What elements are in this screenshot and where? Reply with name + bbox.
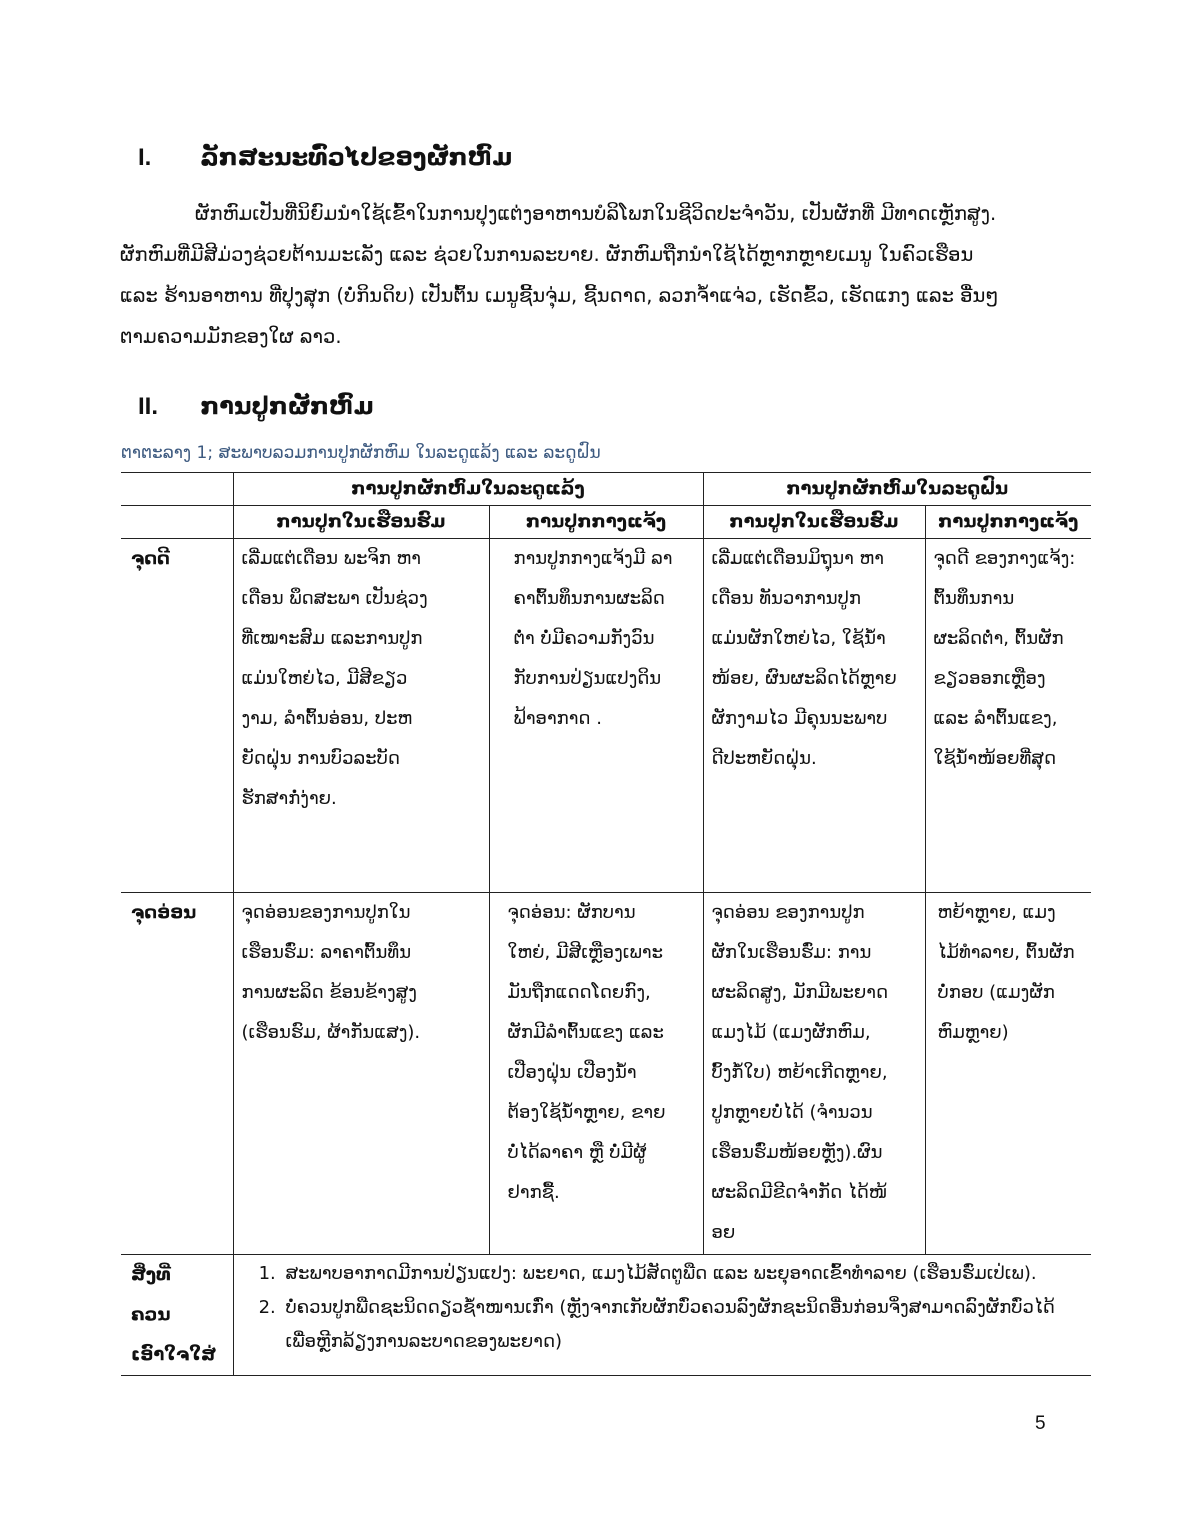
table-caption: ຕາຕະລາງ 1; ສະພາບລວມການປູກຜັກຫົມ ໃນລະດູແລ້ງ ແລະ ລະດູຝົນ xyxy=(121,443,601,463)
cell-text-line: ບໍ່ໄດ້ລາຄາ ຫຼື ບໍ່ມີຜູ້ xyxy=(507,1142,647,1163)
table-cell xyxy=(489,893,703,1255)
cell-text-line: ອຍ xyxy=(711,1222,736,1243)
season-header-dry: ການປູກຜັກຫົມໃນລະດູແລ້ງ xyxy=(233,473,703,506)
section-number: II. xyxy=(138,393,159,420)
cell-text-line: ເອົາໃຈໃສ່ xyxy=(131,1344,216,1365)
table-cell xyxy=(233,539,489,893)
cell-text-line: ບໍ່ກອບ (ແມງຜັກ xyxy=(937,982,1055,1003)
cell-text-line: ຫຍ້າຫຼາຍ, ແມງ xyxy=(937,902,1056,923)
cell-text-line: ເລີ່ມແຕ່ເດືອນມິຖຸນາ ຫາ xyxy=(711,548,884,569)
cell-text-line: ຈຸດອ່ອນຂອງການປູກໃນ xyxy=(241,902,411,923)
table-cell xyxy=(703,539,925,893)
cell-text-line: ບົ້ງກໍ້ໃບ) ຫຍ້າເກີດຫຼາຍ, xyxy=(711,1062,888,1083)
paragraph-line: ແລະ ຮ້ານອາຫານ ທີ່ປຸງສຸກ (ບໍ່ກິນດິບ) ເປັນຕົ້ນ ເມນູຊີ້ນຈຸ່ມ, ຊີ້ນດາດ, ລວກຈ້ຳແຈ່ວ, ເຮັດຂົ້ວ, ເຮັດແກງ ແລະ ອື່ນໆ xyxy=(120,284,999,307)
section-heading-1 xyxy=(138,143,512,172)
comparison-table xyxy=(121,472,1091,1376)
cell-text-line: ຫົມຫຼາຍ) xyxy=(937,1022,1009,1043)
cell-text-line: ຄາຕົ້ນທຶນການຜະລິດ xyxy=(513,588,665,609)
cell-text-line: ແມ່ນໃຫຍ່ໄວ, ມີສີຂຽວ xyxy=(241,668,408,689)
attention-item: 1. ສະພາບອາກາດມີການປ່ຽນແປງ: ພະຍາດ, ແມງໄມ້ສັດຕູພືດ ແລະ ພະຍຸອາດເຂົ້າທຳລາຍ (ເຮືອນຮົ່ມເປ່ເພ). xyxy=(282,1257,1084,1291)
section-heading-2 xyxy=(138,392,374,421)
cell-text-line: ຟ້າອາກາດ . xyxy=(513,708,602,729)
table-row-attention xyxy=(121,1255,1091,1376)
cell-text-line: ໄມ້ທຳລາຍ, ຕົ້ນຜັກ xyxy=(937,942,1075,963)
table-cell xyxy=(925,893,1091,1255)
cell-text-line: ເປືອງຝຸ່ນ ເປືອງນ້ຳ xyxy=(507,1062,637,1083)
cell-text-line: ເດືອນ ທັນວາການປູກ xyxy=(711,588,861,609)
cell-text-line: ຈຸດດີ ຂອງກາງແຈ້ງ: xyxy=(933,548,1076,569)
paragraph-line: ຜັກຫົມເປັນທີ່ນິຍົມນຳໃຊ້ເຂົ້າໃນການປຸງແຕ່ງອາຫານບໍລິໂພກໃນຊີວິດປະຈຳວັນ, ເປັນຜັກທີ່ ມີທາດເຫຼັກສູງ. xyxy=(195,202,997,225)
empty-corner xyxy=(121,473,233,506)
season-header-wet: ການປູກຜັກຫົມໃນລະດູຝົນ xyxy=(703,473,1091,506)
cell-text-line: ຕ່ຳ ບໍ່ມີຄວາມກັງວົນ xyxy=(513,628,655,649)
table-cell xyxy=(233,893,489,1255)
method-header-row xyxy=(121,506,1091,539)
cell-text-line: ແມ່ນຜັກໃຫຍ່ໄວ, ໃຊ້ນ້ຳ xyxy=(711,628,886,649)
cell-text-line: ແມງໄມ້ (ແມງຜັກຫົມ, xyxy=(711,1022,871,1043)
cell-text-line: ເຮືອນຮົ່ມໜ້ອຍຫຼັງ).ຜົນ xyxy=(711,1142,883,1163)
method-header: ການປູກໃນເຮືອນຮົມ xyxy=(233,506,489,539)
method-header: ການປູກໃນເຮືອນຮົມ xyxy=(703,506,925,539)
cell-text-line: ຜະລິດຕ່ຳ, ຕົ້ນຜັກ xyxy=(933,628,1064,649)
table-cell xyxy=(489,539,703,893)
attention-item: 2. ບໍ່ຄວນປູກພືດຊະນິດດຽວຊ້ຳໜານເກົ່າ (ຫຼັງຈາກເກັບຜັກບົ່ວຄວນລົງຜັກຊະນິດອື່ນກ່ອນຈິ່ງສາມາດລົງຜັກບົ່ວໄດ້ ເພື່ອຫຼີກລ້ຽງການລະບາດຂອງພະຍາດ) xyxy=(282,1291,1084,1359)
cell-text-line: ການຜະລິດ ຂ້ອນຂ້າງສູງ xyxy=(241,982,417,1003)
paragraph-line: ຕາມຄວາມມັກຂອງໃຜ ລາວ. xyxy=(120,325,342,348)
method-header: ການປູກກາງແຈ້ງ xyxy=(925,506,1091,539)
row-label-attention xyxy=(121,1255,233,1376)
cell-text-line: ມັນຖືກແດດໂດຍກົງ, xyxy=(507,982,651,1003)
cell-text-line: ຜັກມີລຳຕົ້ນແຂງ ແລະ xyxy=(507,1022,664,1043)
attention-list-cell xyxy=(233,1255,1091,1376)
row-label-disadvantages: ຈຸດອ່ອນ xyxy=(121,893,233,1255)
cell-text-line: ໜ້ອຍ, ຜົນຜະລິດໄດ້ຫຼາຍ xyxy=(711,668,897,689)
cell-text-line: ຮັກສາກໍ່ງ່າຍ. xyxy=(241,788,337,809)
table-row-disadvantages xyxy=(121,893,1091,1255)
empty-corner xyxy=(121,506,233,539)
cell-text-line: ງາມ, ລຳຕົ້ນອ່ອນ, ປະຫ xyxy=(241,708,413,729)
cell-text-line: ດີປະຫຍັດຝຸ່ນ. xyxy=(711,748,817,769)
intro-paragraph xyxy=(120,193,1070,357)
table-cell xyxy=(925,539,1091,893)
table-cell xyxy=(703,893,925,1255)
cell-text-line: ຍັດຝຸ່ນ ການບົວລະບັດ xyxy=(241,748,400,769)
season-header-row xyxy=(121,473,1091,506)
cell-text-line: ຂຽວອອກເຫຼືອງ xyxy=(933,668,1046,689)
cell-text-line: ການປູກກາງແຈ້ງມີ ລາ xyxy=(513,548,673,569)
cell-text-line: ເລີ່ມແຕ່ເດືອນ ພະຈິກ ຫາ xyxy=(241,548,421,569)
section-title: ລັກສະນະທົ່ວໄປຂອງຜັກຫົມ xyxy=(200,143,513,171)
cell-text-line: (ເຮືອນຮົມ, ຜ້າກັນແສງ). xyxy=(241,1022,421,1043)
section-title: ການປູກຜັກຫົມ xyxy=(200,392,374,420)
cell-text-line: ເຮືອນຮົ່ມ: ລາຄາຕົ້ນທຶນ xyxy=(241,942,412,963)
cell-text-line: ໃຊ້ນ້ຳໜ້ອຍທີ່ສຸດ xyxy=(933,748,1056,769)
cell-text-line: ຕົ້ນທຶນການ xyxy=(933,588,1015,609)
cell-text-line: ສິ່ງທີ່ xyxy=(131,1264,171,1285)
cell-text-line: ຈຸດອ່ອນ: ຜັກບານ xyxy=(507,902,636,923)
attention-list xyxy=(242,1257,1084,1359)
cell-text-line: ຢາກຊື້. xyxy=(507,1182,560,1203)
section-number: I. xyxy=(138,144,152,171)
cell-text-line: ກັບການປ່ຽນແປງດິນ xyxy=(513,668,662,689)
cell-text-line: ຜັກງາມໄວ ມີຄຸນນະພາບ xyxy=(711,708,888,729)
method-header: ການປູກກາງແຈ້ງ xyxy=(489,506,703,539)
cell-text-line: ປູກຫຼາຍບໍ່ໄດ້ (ຈຳນວນ xyxy=(711,1102,873,1123)
paragraph-line: ຜັກຫົມທີ່ມີສີມ່ວງຊ່ວຍຕ້ານມະເລັງ ແລະ ຊ່ວຍໃນການລະບາຍ. ຜັກຫົມຖືກນຳໃຊ້ໄດ້ຫຼາກຫຼາຍເມນູ ໃນຄົວເຮືອນ xyxy=(120,243,974,266)
cell-text-line: ຜະລິດມີຂີດຈຳກັດ ໄດ້ໜ້ xyxy=(711,1182,888,1203)
cell-text-line: ຕ້ອງໃຊ້ນ້ຳຫຼາຍ, ຂາຍ xyxy=(507,1102,666,1123)
cell-text-line: ຄວນ xyxy=(131,1304,171,1325)
cell-text-line: ໃຫຍ່, ມີສີເຫຼືອງເພາະ xyxy=(507,942,663,963)
table-row-advantages xyxy=(121,539,1091,893)
cell-text-line: ເດືອນ ພຶດສະພາ ເປັນຊ່ວງ xyxy=(241,588,428,609)
row-label-advantages: ຈຸດດີ xyxy=(121,539,233,893)
cell-text-line: ຜັກໃນເຮືອນຮົ່ມ: ການ xyxy=(711,942,872,963)
page-number: 5 xyxy=(1035,1413,1046,1434)
cell-text-line: ແລະ ລຳຕົ້ນແຂງ, xyxy=(933,708,1058,729)
cell-text-line: ທີ່ເໝາະສົມ ແລະການປູກ xyxy=(241,628,423,649)
cell-text-line: ຈຸດອ່ອນ ຂອງການປູກ xyxy=(711,902,865,923)
cell-text-line: ຜະລິດສູງ, ມັກມີພະຍາດ xyxy=(711,982,889,1003)
